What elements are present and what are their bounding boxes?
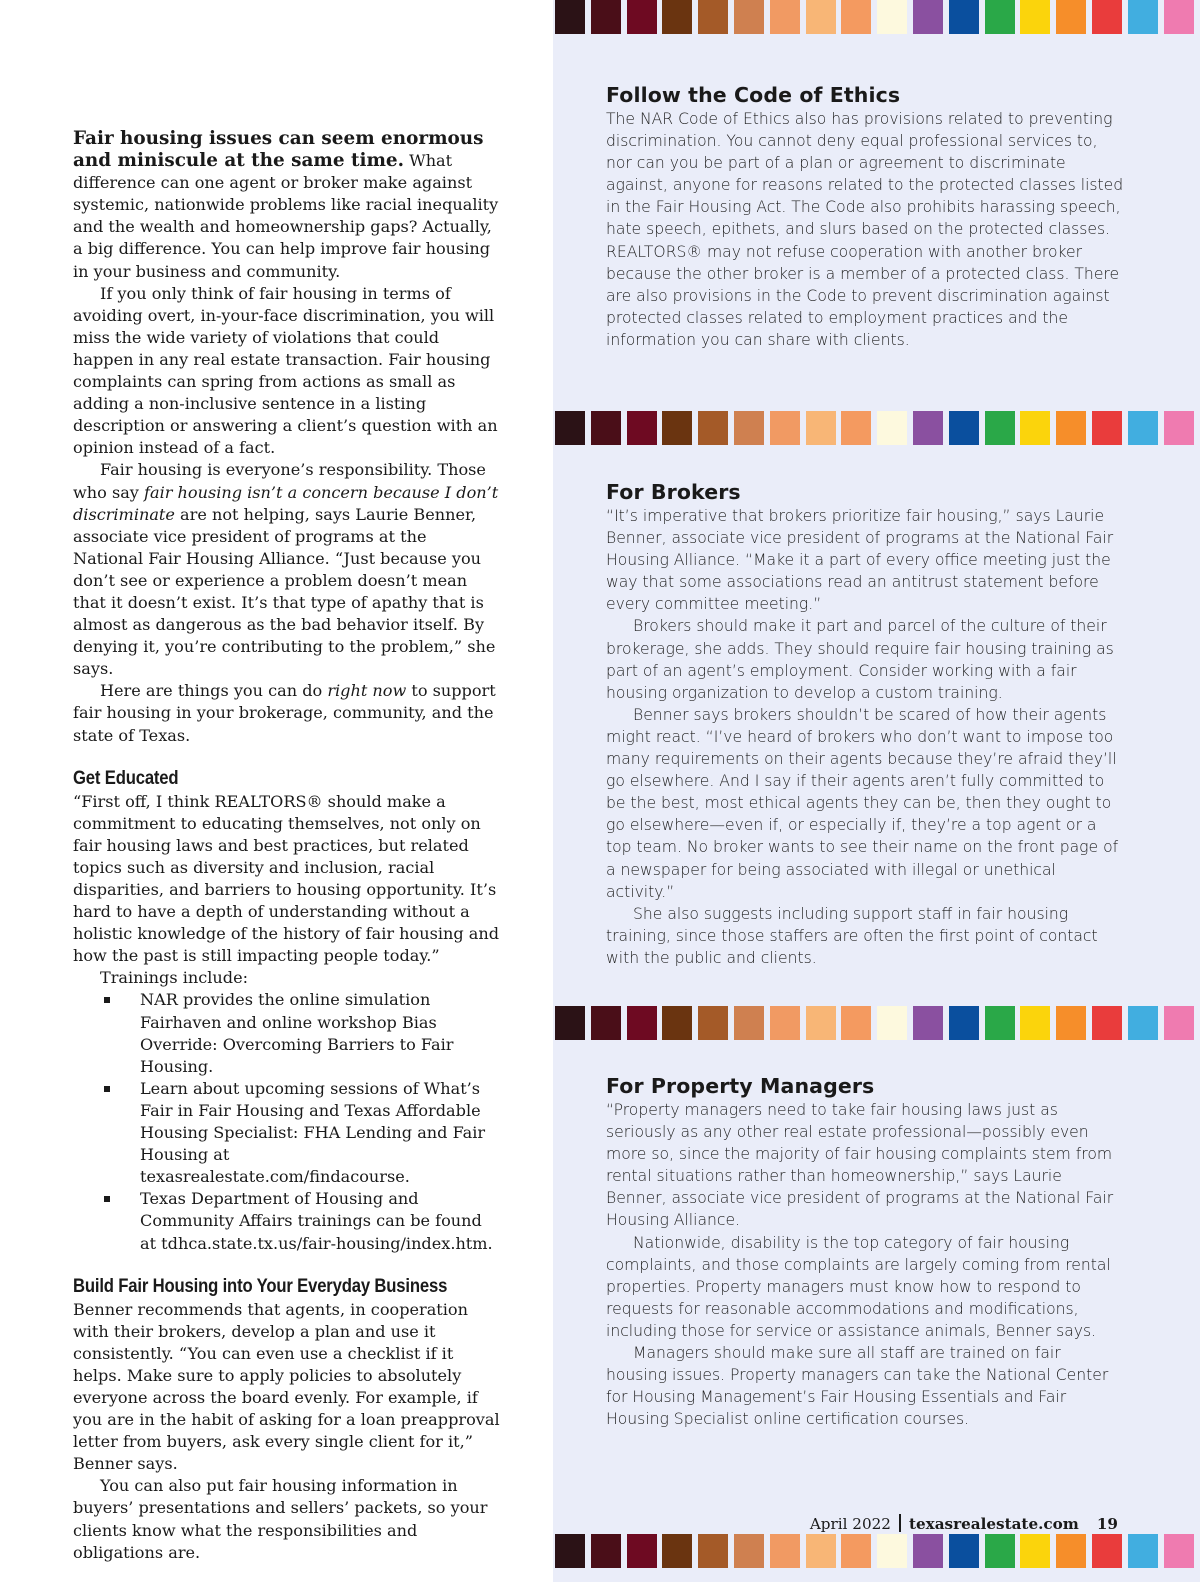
- color-swatch: [591, 1534, 621, 1568]
- color-swatch: [985, 1534, 1015, 1568]
- color-swatch: [627, 1006, 657, 1040]
- color-swatch: [1092, 0, 1122, 34]
- color-swatch: [877, 0, 907, 34]
- color-swatch: [698, 0, 728, 34]
- heading-for-property-managers: For Property Managers: [606, 1074, 875, 1098]
- list-item: NAR provides the online simulation Fairhaven and online workshop Bias Override: Overcoming Barriers to Fair Housing.: [73, 989, 501, 1077]
- page-number: 19: [1096, 1515, 1118, 1533]
- color-swatch: [985, 411, 1015, 445]
- color-swatch: [913, 1534, 943, 1568]
- brokers-paragraph-2: Brokers should make it part and parcel of the culture of their brokerage, she adds. They should require fair housing training as part of an agent’s employment. Consider working with a fair housing organization to develop a custom training.: [606, 617, 1114, 702]
- issue-date: April 2022: [809, 1515, 891, 1533]
- color-swatch: [1164, 411, 1194, 445]
- trainings-label: Trainings include:: [100, 968, 249, 988]
- color-swatch: [1164, 1006, 1194, 1040]
- website-link[interactable]: texasrealestate.com: [908, 1515, 1079, 1533]
- brokers-paragraph-4: She also suggests including support staff in fair housing training, since those staffers are often the first point of contact with the public and clients.: [606, 904, 1098, 967]
- color-strip-top: [553, 0, 1200, 34]
- color-swatch: [662, 0, 692, 34]
- trainings-list: [73, 989, 501, 1254]
- color-swatch: [1164, 1534, 1194, 1568]
- color-swatch: [698, 1534, 728, 1568]
- intro-lead: Fair housing issues can seem enormous and miniscule at the same time.: [73, 128, 484, 172]
- color-swatch: [1092, 1006, 1122, 1040]
- color-swatch: [806, 1534, 836, 1568]
- color-swatch: [1056, 0, 1086, 34]
- color-swatch: [555, 1534, 585, 1568]
- color-swatch: [949, 411, 979, 445]
- list-item: Learn about upcoming sessions of What’s Fair in Fair Housing and Texas Affordable Housing Specialist: FHA Lending and Fair Housing at texasrealestate.com/findacourse.: [73, 1078, 501, 1188]
- build-paragraph-2: You can also put fair housing information in buyers’ presentations and sellers’ packets, so your clients know what the responsibilities and obligations are.: [73, 1476, 488, 1562]
- paragraph-3: Fair housing is everyone’s responsibility. Those who say fair housing isn’t a concern because I don’t discriminate are not helping, says Laurie Benner, associate vice president of programs at the National Fair Housing Alliance. “Just because you don’t see or experience a problem doesn’t mean that it doesn’t exist. It’s that type of apathy that is almost as dangerous as the bad behavior itself. By denying it, you’re contributing to the problem,” she says.: [73, 460, 499, 679]
- color-swatch: [770, 411, 800, 445]
- color-swatch: [1128, 1534, 1158, 1568]
- color-swatch: [591, 0, 621, 34]
- color-swatch: [913, 1006, 943, 1040]
- color-swatch: [555, 411, 585, 445]
- color-swatch: [698, 411, 728, 445]
- intro-paragraph: Fair housing issues can seem enormous and miniscule at the same time. What difference can one agent or broker make against systemic, nationwide problems like racial inequality and the wealth and homeownership gaps? Actually, a big difference. You can help improve fair housing in your business and community.: [73, 128, 499, 281]
- color-swatch: [627, 411, 657, 445]
- color-swatch: [985, 0, 1015, 34]
- color-swatch: [627, 1534, 657, 1568]
- page-footer: [810, 1514, 1118, 1533]
- color-swatch: [1128, 411, 1158, 445]
- color-strip-2: [553, 1006, 1200, 1040]
- section-code-of-ethics: [606, 82, 1126, 351]
- color-swatch: [770, 0, 800, 34]
- section-for-brokers: [606, 479, 1126, 969]
- color-swatch: [1020, 1534, 1050, 1568]
- color-swatch: [1020, 411, 1050, 445]
- paragraph-2: If you only think of fair housing in terms of avoiding overt, in-your-face discrimination, you will miss the wide variety of violations that could happen in any real estate transaction. Fair housing complaints can spring from actions as small as adding a non-inclusive sentence in a listing description or answering a client’s question with an opinion instead of a fact.: [73, 283, 498, 458]
- color-swatch: [913, 0, 943, 34]
- color-swatch: [627, 0, 657, 34]
- build-paragraph-1: Benner recommends that agents, in cooperation with their brokers, develop a plan and use it consistently. “You can even use a checklist if it helps. Make sure to apply policies to absolutely everyone across the board evenly. For example, if you are in the habit of asking for a loan preapproval letter from buyers, ask every single client for it,” Benner says.: [73, 1299, 500, 1474]
- brokers-paragraph-1: “It’s imperative that brokers prioritize fair housing,” says Laurie Benner, associate vice president of programs at the National Fair Housing Alliance. “Make it a part of every office meeting just the way that some associations read an antitrust statement before every committee meeting.”: [606, 507, 1114, 614]
- color-swatch: [1020, 0, 1050, 34]
- color-swatch: [1092, 1534, 1122, 1568]
- color-swatch: [1056, 411, 1086, 445]
- color-strip-bottom: [553, 1534, 1200, 1568]
- color-swatch: [1020, 1006, 1050, 1040]
- color-swatch: [841, 0, 871, 34]
- color-swatch: [555, 1006, 585, 1040]
- color-strip-1: [553, 411, 1200, 445]
- color-swatch: [591, 1006, 621, 1040]
- color-swatch: [1128, 0, 1158, 34]
- color-swatch: [1056, 1006, 1086, 1040]
- educated-paragraph: “First off, I think REALTORS® should make a commitment to educating themselves, not only on fair housing laws and best practices, but related topics such as diversity and inclusion, racial disparities, and barriers to housing opportunity. It’s hard to have a depth of understanding without a holistic knowledge of the history of fair housing and how the past is still impacting people today.”: [73, 791, 500, 966]
- color-swatch: [1092, 411, 1122, 445]
- heading-get-educated: Get Educated: [73, 766, 179, 789]
- heading-for-brokers: For Brokers: [606, 480, 741, 504]
- paragraph-4: Here are things you can do right now to support fair housing in your brokerage, community, and the state of Texas.: [73, 681, 496, 745]
- color-swatch: [877, 1534, 907, 1568]
- color-swatch: [806, 411, 836, 445]
- heading-build-fair-housing: Build Fair Housing into Your Everyday Business: [73, 1274, 448, 1297]
- managers-paragraph-1: “Property managers need to take fair housing laws just as seriously as any other real estate professional—possibly even more so, since the majority of fair housing complaints stem from rental situations rather than homeownership,” says Laurie Benner, associate vice president of programs at the National Fair Housing Alliance.: [606, 1101, 1114, 1230]
- managers-paragraph-3: Managers should make sure all staff are trained on fair housing issues. Property managers can take the National Center for Housing Management’s Fair Housing Essentials and Fair Housing Specialist online certification courses.: [606, 1344, 1109, 1429]
- color-swatch: [1128, 1006, 1158, 1040]
- main-article: [73, 128, 501, 1564]
- ethics-paragraph: The NAR Code of Ethics also has provisions related to preventing discrimination. You cannot deny equal professional services to, nor can you be part of a plan or agreement to discriminate against, anyone for reasons related to the protected classes listed in the Fair Housing Act. The Code also prohibits harassing speech, hate speech, epithets, and slurs based on the protected classes. REALTORS® may not refuse cooperation with another broker because the other broker is a member of a protected class. There are also provisions in the Code to prevent discrimination against protected classes related to employment practices and the information you can share with clients.: [606, 110, 1124, 349]
- brokers-paragraph-3: Benner says brokers shouldn’t be scared of how their agents might react. “I’ve heard of brokers who don’t want to impose too many requirements on their agents because they’re afraid they’ll go elsewhere. And I say if their agents aren’t fully committed to be the best, most ethical agents they can be, then they ought to go elsewhere—even if, or especially if, they’re a top agent or a top team. No broker wants to see their name on the front page of a newspaper for being associated with illegal or unethical activity.”: [606, 705, 1119, 901]
- section-for-property-managers: [606, 1073, 1126, 1430]
- color-swatch: [1056, 1534, 1086, 1568]
- color-swatch: [877, 411, 907, 445]
- color-swatch: [734, 1534, 764, 1568]
- color-swatch: [770, 1534, 800, 1568]
- color-swatch: [734, 0, 764, 34]
- list-item: Texas Department of Housing and Community Affairs trainings can be found at tdhca.state.tx.us/fair-housing/index.htm.: [73, 1188, 501, 1254]
- managers-paragraph-2: Nationwide, disability is the top category of fair housing complaints, and those complaints are largely coming from rental properties. Property managers must know how to respond to requests for reasonable accommodations and modifications, including those for service or assistance animals, Benner says.: [606, 1233, 1111, 1340]
- color-swatch: [662, 411, 692, 445]
- color-swatch: [662, 1006, 692, 1040]
- color-swatch: [1164, 0, 1194, 34]
- color-swatch: [591, 411, 621, 445]
- color-swatch: [770, 1006, 800, 1040]
- color-swatch: [806, 1006, 836, 1040]
- footer-divider: [899, 1514, 901, 1532]
- color-swatch: [734, 411, 764, 445]
- color-swatch: [877, 1006, 907, 1040]
- color-swatch: [555, 0, 585, 34]
- color-swatch: [841, 1006, 871, 1040]
- color-swatch: [662, 1534, 692, 1568]
- heading-code-of-ethics: Follow the Code of Ethics: [606, 83, 901, 107]
- color-swatch: [949, 1534, 979, 1568]
- color-swatch: [698, 1006, 728, 1040]
- color-swatch: [985, 1006, 1015, 1040]
- color-swatch: [734, 1006, 764, 1040]
- color-swatch: [913, 411, 943, 445]
- color-swatch: [949, 1006, 979, 1040]
- color-swatch: [806, 0, 836, 34]
- color-swatch: [841, 1534, 871, 1568]
- color-swatch: [949, 0, 979, 34]
- color-swatch: [841, 411, 871, 445]
